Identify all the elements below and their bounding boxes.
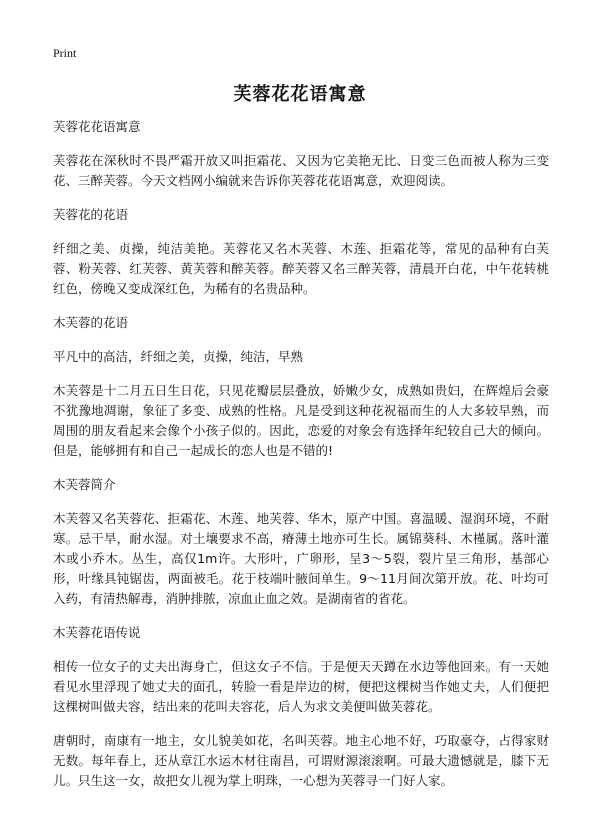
paragraph: 唐朝时，南康有一地主，女儿貌美如花，名叫芙蓉。地主心地不好，巧取豪夺，占得家财无数。每年春上，还从章江水运木材往南昌，可谓财源滚滚啊。可最大遗憾就是，膝下无儿。只生这一女，故把女儿视为掌上明珠，一心想为芙蓉寻一门好人家。 bbox=[53, 733, 549, 788]
paragraph: 相传一位女子的丈夫出海身亡，但这女子不信。于是便天天蹲在水边等他回来。有一天她看见水里浮现了她丈夫的面孔，转脸一看是岸边的树，便把这棵树当作她丈夫，人们便把这棵树叫做夫容，结出来的花叫夫容花，后人为求文美便叫做芙蓉花。 bbox=[53, 659, 549, 714]
section-heading: 木芙蓉花语传说 bbox=[53, 625, 141, 640]
section-heading: 芙蓉花花语寓意 bbox=[53, 119, 141, 134]
paragraph: 木芙蓉又名芙蓉花、拒霜花、木莲、地芙蓉、华木，原产中国。喜温暖、湿润环境，不耐寒。忌干旱，耐水湿。对土壤要求不高，瘠薄土地亦可生长。属锦葵科、木槿属。落叶灌木或小乔木。丛生，高仅1m许。大形叶，广卵形，呈3～5裂，裂片呈三角形，基部心形，叶缘具钝锯齿，两面被毛。花于枝端叶腋间单生。9～11月间次第开放。花、叶均可入药，有清热解毒，消肿排脓，凉血止血之效。是湖南省的省花。 bbox=[53, 511, 549, 606]
section-heading: 木芙蓉的花语 bbox=[53, 315, 129, 330]
print-link[interactable]: Print bbox=[53, 46, 77, 60]
paragraph: 平凡中的高洁，纤细之美，贞操，纯洁，早熟 bbox=[53, 349, 304, 364]
document-title: 芙蓉花花语寓意 bbox=[233, 84, 367, 105]
paragraph: 芙蓉花在深秋时不畏严霜开放又叫拒霜花、又因为它美艳无比、日变三色而被人称为三变花、三醉芙蓉。今天文档网小编就来告诉你芙蓉花花语寓意，欢迎阅读。 bbox=[53, 153, 549, 188]
section-heading: 木芙蓉简介 bbox=[53, 477, 116, 492]
document-body bbox=[53, 117, 549, 805]
paragraph: 纤细之美、贞操，纯洁美艳。芙蓉花又名木芙蓉、木莲、拒霜花等，常见的品种有白芙蓉、粉芙蓉、红芙蓉、黄芙蓉和醉芙蓉。醉芙蓉又名三醉芙蓉，清晨开白花，中午花转桃红色，傍晚又变成深红色，为稀有的名贵品种。 bbox=[53, 241, 549, 296]
paragraph: 木芙蓉是十二月五日生日花，只见花瓣层层叠放，娇嫩少女，成熟如贵妇，在辉煌后会豪不犹豫地凋谢，象征了多变、成熟的性格。凡是受到这种花祝福而生的人大多较早熟，而周围的朋友看起来会像个小孩子似的。因此，恋爱的对象会有选择年纪较自己大的倾向。但是，能够拥有和自己一起成长的恋人也是不错的! bbox=[53, 383, 549, 458]
section-heading: 芙蓉花的花语 bbox=[53, 207, 129, 222]
